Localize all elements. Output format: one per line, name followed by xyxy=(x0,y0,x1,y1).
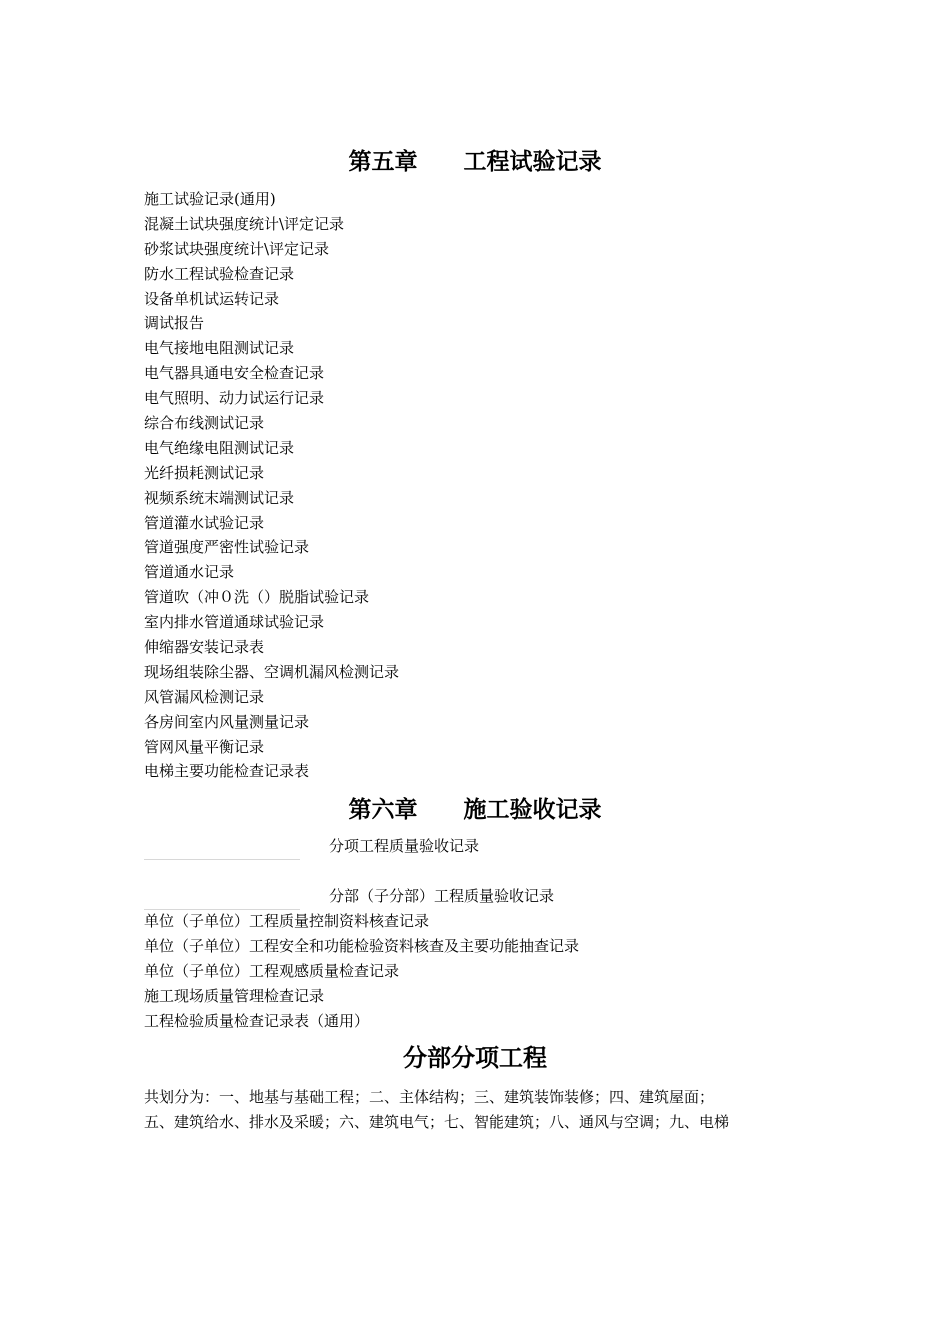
list-item: 现场组装除尘器、空调机漏风检测记录 xyxy=(144,662,400,681)
list-item: 电梯主要功能检查记录表 xyxy=(144,762,310,781)
chapter5-title: 第五章 工程试验记录 xyxy=(348,148,602,175)
list-item: 综合布线测试记录 xyxy=(144,414,265,433)
list-item: 各房间室内风量测量记录 xyxy=(144,712,310,731)
list-item: 管网风量平衡记录 xyxy=(144,737,265,756)
list-item: 视频系统末端测试记录 xyxy=(144,488,295,507)
section-paragraph xyxy=(144,1085,824,1135)
indented-list-item xyxy=(144,884,864,910)
list-item: 电气照明、动力试运行记录 xyxy=(144,389,325,408)
list-item: 单位（子单位）工程质量控制资料核查记录 xyxy=(144,912,430,930)
list-item: 电气器具通电安全检查记录 xyxy=(144,364,325,383)
list-item: 伸缩器安装记录表 xyxy=(144,638,265,657)
paragraph-line: 共划分为：一、地基与基础工程；二、主体结构；三、建筑装饰装修；四、建筑屋面； xyxy=(144,1088,715,1106)
divider xyxy=(144,859,300,860)
chapter5-list xyxy=(144,187,399,784)
list-item: 设备单机试运转记录 xyxy=(144,289,280,308)
indented-list-item xyxy=(144,834,864,860)
list-item: 砂浆试块强度统计\评定记录 xyxy=(144,239,330,258)
list-item-label: 分项工程质量验收记录 xyxy=(329,837,480,855)
list-item: 室内排水管道通球试验记录 xyxy=(144,613,325,632)
list-item: 风管漏风检测记录 xyxy=(144,687,265,706)
list-item: 施工现场质量管理检查记录 xyxy=(144,986,325,1005)
list-item: 电气接地电阻测试记录 xyxy=(144,339,295,358)
list-item: 单位（子单位）工程观感质量检查记录 xyxy=(144,961,400,980)
list-item: 混凝土试块强度统计\评定记录 xyxy=(144,214,345,233)
list-item: 单位（子单位）工程安全和功能检验资料核查及主要功能抽查记录 xyxy=(144,936,580,955)
chapter6-list xyxy=(144,909,579,1033)
list-item: 施工试验记录(通用) xyxy=(144,190,276,208)
list-item: 管道吹（冲０洗（）脱脂试验记录 xyxy=(144,588,370,607)
list-item: 管道强度严密性试验记录 xyxy=(144,538,310,557)
list-item: 管道通水记录 xyxy=(144,563,235,582)
list-item: 防水工程试验检查记录 xyxy=(144,264,295,283)
section-title: 分部分项工程 xyxy=(403,1043,547,1072)
list-item-label: 分部（子分部）工程质量验收记录 xyxy=(329,887,555,905)
list-item: 调试报告 xyxy=(144,314,205,333)
list-item: 工程检验质量检查记录表（通用） xyxy=(144,1011,370,1030)
chapter6-title: 第六章 施工验收记录 xyxy=(348,796,602,823)
list-item: 管道灌水试验记录 xyxy=(144,513,265,532)
paragraph-line: 五、建筑给水、排水及采暖；六、建筑电气；七、智能建筑；八、通风与空调；九、电梯 xyxy=(144,1113,730,1131)
list-item: 电气绝缘电阻测试记录 xyxy=(144,438,295,457)
list-item: 光纤损耗测试记录 xyxy=(144,463,265,482)
